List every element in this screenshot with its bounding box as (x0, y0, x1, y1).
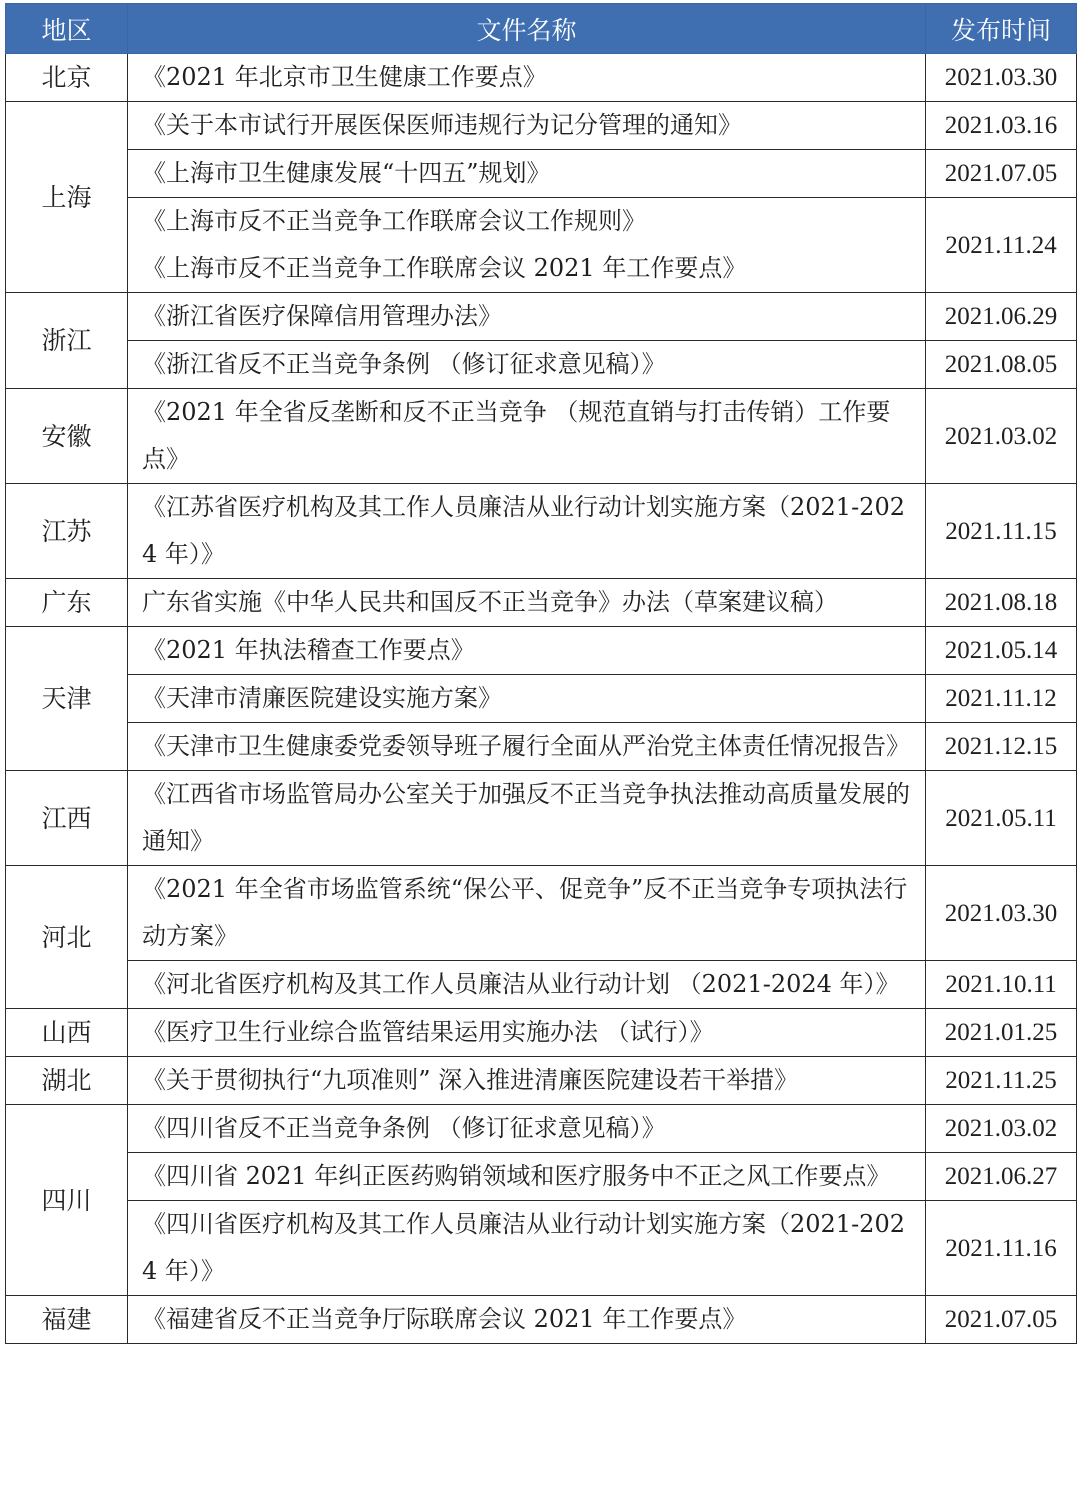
document-title-cell (128, 1201, 926, 1296)
publish-date-cell: 2021.08.18 (926, 579, 1077, 627)
document-title-line: 《江苏省医疗机构及其工作人员廉洁从业行动计划实施方案（2021-2024 年）》 (142, 493, 905, 568)
document-title-line: 《福建省反不正当竞争厅际联席会议 2021 年工作要点》 (142, 1305, 747, 1333)
document-title-line: 《2021 年执法稽查工作要点》 (142, 636, 475, 664)
region-cell: 上海 (6, 102, 128, 293)
document-title-line: 《浙江省医疗保障信用管理办法》 (142, 302, 502, 330)
document-title-cell (128, 1009, 926, 1057)
publish-date-cell: 2021.06.27 (926, 1153, 1077, 1201)
header-row (6, 4, 1077, 54)
document-title-cell (128, 675, 926, 723)
document-title-cell (128, 484, 926, 579)
document-title-cell (128, 54, 926, 102)
document-title-line: 《上海市反不正当竞争工作联席会议工作规则》 (142, 207, 646, 235)
table-row (6, 771, 1077, 866)
document-title-line: 《医疗卫生行业综合监管结果运用实施办法 （试行）》 (142, 1018, 714, 1046)
document-title-cell (128, 150, 926, 198)
region-cell: 四川 (6, 1105, 128, 1296)
publish-date-cell: 2021.03.16 (926, 102, 1077, 150)
document-title-cell (128, 627, 926, 675)
region-cell: 江西 (6, 771, 128, 866)
header-publish-date: 发布时间 (926, 4, 1077, 54)
publish-date-cell: 2021.11.12 (926, 675, 1077, 723)
document-title-cell (128, 771, 926, 866)
table-row (6, 1201, 1077, 1296)
document-table-wrapper (5, 3, 1077, 1344)
publish-date-cell: 2021.06.29 (926, 293, 1077, 341)
document-title-line: 《江西省市场监管局办公室关于加强反不正当竞争执法推动高质量发展的通知》 (142, 780, 910, 855)
header-document-name: 文件名称 (128, 4, 926, 54)
document-title-cell (128, 198, 926, 293)
publish-date-cell: 2021.03.02 (926, 1105, 1077, 1153)
header-region: 地区 (6, 4, 128, 54)
document-title-line: 《2021 年全省反垄断和反不正当竞争 （规范直销与打击传销）工作要点》 (142, 398, 891, 473)
document-title-line: 《上海市反不正当竞争工作联席会议 2021 年工作要点》 (142, 254, 747, 282)
table-row (6, 150, 1077, 198)
document-title-cell (128, 293, 926, 341)
region-cell: 北京 (6, 54, 128, 102)
publish-date-cell: 2021.10.11 (926, 961, 1077, 1009)
document-title-cell (128, 1105, 926, 1153)
table-row (6, 293, 1077, 341)
region-cell: 广东 (6, 579, 128, 627)
publish-date-cell: 2021.01.25 (926, 1009, 1077, 1057)
document-title-cell (128, 389, 926, 484)
region-cell: 福建 (6, 1296, 128, 1344)
publish-date-cell: 2021.11.24 (926, 198, 1077, 293)
table-row (6, 675, 1077, 723)
publish-date-cell: 2021.11.15 (926, 484, 1077, 579)
table-row (6, 866, 1077, 961)
document-title-line: 《四川省 2021 年纠正医药购销领域和医疗服务中不正之风工作要点》 (142, 1162, 891, 1190)
policy-documents-table (5, 3, 1077, 1344)
table-row (6, 341, 1077, 389)
document-title-cell (128, 866, 926, 961)
publish-date-cell: 2021.03.30 (926, 866, 1077, 961)
region-cell: 湖北 (6, 1057, 128, 1105)
publish-date-cell: 2021.12.15 (926, 723, 1077, 771)
table-row (6, 723, 1077, 771)
table-row (6, 389, 1077, 484)
document-title-cell (128, 723, 926, 771)
document-title-cell (128, 579, 926, 627)
document-title-line: 广东省实施《中华人民共和国反不正当竞争》办法（草案建议稿） (142, 588, 838, 616)
document-title-line: 《关于本市试行开展医保医师违规行为记分管理的通知》 (142, 111, 742, 139)
document-title-line: 《2021 年北京市卫生健康工作要点》 (142, 63, 547, 91)
region-cell: 安徽 (6, 389, 128, 484)
publish-date-cell: 2021.05.11 (926, 771, 1077, 866)
region-cell: 天津 (6, 627, 128, 771)
table-row (6, 1009, 1077, 1057)
document-title-cell (128, 1296, 926, 1344)
document-title-line: 《浙江省反不正当竞争条例 （修订征求意见稿）》 (142, 350, 666, 378)
publish-date-cell: 2021.07.05 (926, 150, 1077, 198)
document-title-line: 《天津市清廉医院建设实施方案》 (142, 684, 502, 712)
document-title-line: 《四川省反不正当竞争条例 （修订征求意见稿）》 (142, 1114, 666, 1142)
region-cell: 江苏 (6, 484, 128, 579)
document-title-line: 《上海市卫生健康发展“十四五”规划》 (142, 159, 551, 187)
table-row (6, 627, 1077, 675)
table-row (6, 1296, 1077, 1344)
document-title-line: 《关于贯彻执行“九项准则” 深入推进清廉医院建设若干举措》 (142, 1066, 799, 1094)
document-title-cell (128, 961, 926, 1009)
table-row (6, 961, 1077, 1009)
region-cell: 浙江 (6, 293, 128, 389)
publish-date-cell: 2021.03.02 (926, 389, 1077, 484)
table-row (6, 1105, 1077, 1153)
document-title-cell (128, 102, 926, 150)
table-row (6, 198, 1077, 293)
publish-date-cell: 2021.05.14 (926, 627, 1077, 675)
table-row (6, 54, 1077, 102)
document-title-line: 《河北省医疗机构及其工作人员廉洁从业行动计划 （2021-2024 年）》 (142, 970, 900, 998)
document-title-line: 《2021 年全省市场监管系统“保公平、促竞争”反不正当竞争专项执法行动方案》 (142, 875, 908, 950)
publish-date-cell: 2021.11.25 (926, 1057, 1077, 1105)
table-body (6, 54, 1077, 1344)
region-cell: 山西 (6, 1009, 128, 1057)
table-row (6, 102, 1077, 150)
publish-date-cell: 2021.11.16 (926, 1201, 1077, 1296)
document-title-cell (128, 1153, 926, 1201)
publish-date-cell: 2021.08.05 (926, 341, 1077, 389)
table-row (6, 1057, 1077, 1105)
table-row (6, 484, 1077, 579)
table-row (6, 1153, 1077, 1201)
publish-date-cell: 2021.03.30 (926, 54, 1077, 102)
publish-date-cell: 2021.07.05 (926, 1296, 1077, 1344)
document-title-cell (128, 1057, 926, 1105)
region-cell: 河北 (6, 866, 128, 1009)
document-title-cell (128, 341, 926, 389)
document-title-line: 《天津市卫生健康委党委领导班子履行全面从严治党主体责任情况报告》 (142, 732, 910, 760)
table-header (6, 4, 1077, 54)
document-title-line: 《四川省医疗机构及其工作人员廉洁从业行动计划实施方案（2021-2024 年）》 (142, 1210, 905, 1285)
table-row (6, 579, 1077, 627)
